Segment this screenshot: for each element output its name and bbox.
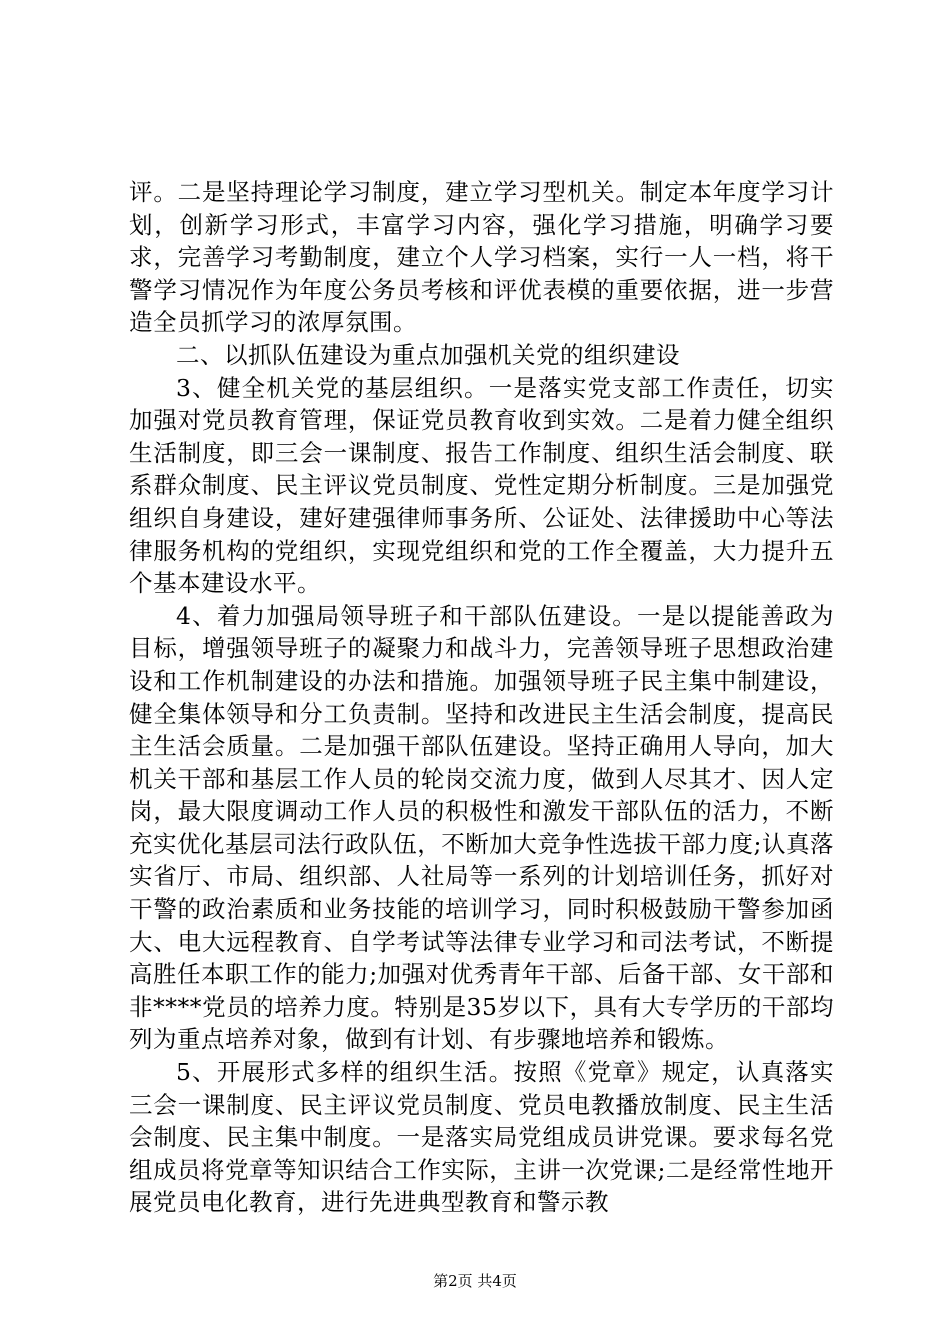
paragraph-item-4: 4、着力加强局领导班子和干部队伍建设。一是以提能善政为目标，增强领导班子的凝聚力和战斗力，完善领导班子思想政治建设和工作机制建设的办法和措施。加强领导班子民主集中制建设，健全集体领导和分工负责制。坚持和改进民主生活会制度，提高民主生活会质量。二是加强干部队伍建设。坚持正确用人导向，加大机关干部和基层工作人员的轮岗交流力度，做到人尽其才、因人定岗，最大限度调动工作人员的积极性和激发干部队伍的活力，不断充实优化基层司法行政队伍，不断加大竞争性选拔干部力度;认真落实省厅、市局、组织部、人社局等一系列的计划培训任务，抓好对干警的政治素质和业务技能的培训学习，同时积极鼓励干警参加函大、电大远程教育、自学考试等法律专业学习和司法考试，不断提高胜任本职工作的能力;加强对优秀青年干部、后备干部、女干部和非****党员的培养力度。特别是35岁以下，具有大专学历的干部均列为重点培养对象，做到有计划、有步骤地培养和锻炼。 xyxy=(129,601,834,1054)
document-body xyxy=(129,176,834,1219)
page-number-footer: 第2页 共4页 xyxy=(433,1272,517,1290)
paragraph-item-5: 5、开展形式多样的组织生活。按照《党章》规定，认真落实三会一课制度、民主评议党员制度、党员电教播放制度、民主生活会制度、民主集中制度。一是落实局党组成员讲党课。要求每名党组成员将党章等知识结合工作实际，主讲一次党课;二是经常性地开展党员电化教育，进行先进典型教育和警示教 xyxy=(129,1058,834,1217)
paragraph-1: 评。二是坚持理论学习制度，建立学习型机关。制定本年度学习计划，创新学习形式，丰富学习内容，强化学习措施，明确学习要求，完善学习考勤制度，建立个人学习档案，实行一人一档，将干警学习情况作为年度公务员考核和评优表模的重要依据，进一步营造全员抓学习的浓厚氛围。 xyxy=(129,178,834,337)
paragraph-item-3: 3、健全机关党的基层组织。一是落实党支部工作责任，切实加强对党员教育管理，保证党员教育收到实效。二是着力健全组织生活制度，即三会一课制度、报告工作制度、组织生活会制度、联系群众制度、民主评议党员制度、党性定期分析制度。三是加强党组织自身建设，建好建强律师事务所、公证处、法律援助中心等法律服务机构的党组织，实现党组织和党的工作全覆盖，大力提升五个基本建设水平。 xyxy=(129,373,834,598)
section-heading-2: 二、以抓队伍建设为重点加强机关党的组织建设 xyxy=(176,340,680,369)
